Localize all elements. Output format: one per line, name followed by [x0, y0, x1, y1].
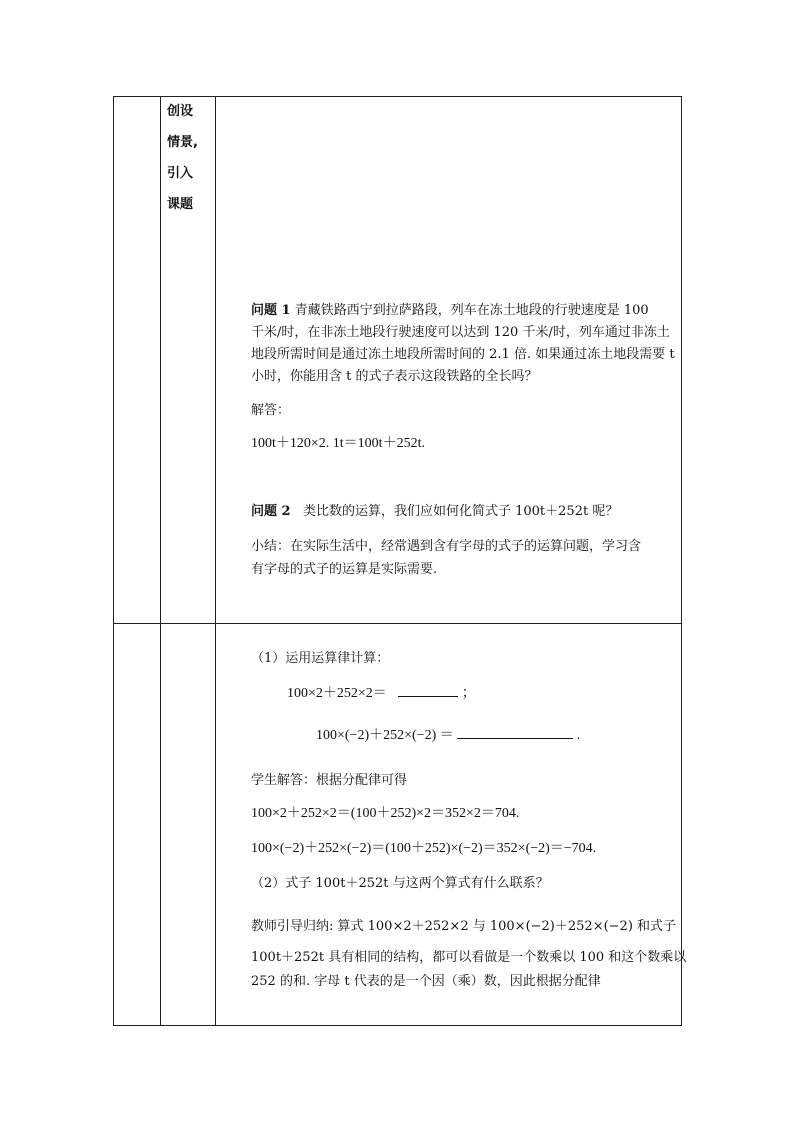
question-1-title: 问题 1: [251, 303, 291, 318]
calc-1-end: ；: [461, 686, 476, 701]
answer-blank-1[interactable]: [398, 684, 458, 697]
question-2: [251, 503, 618, 520]
question-1-line-3: 地段所需时间是通过冻土地段所需时间的 2.1 倍. 如果通过冻土地段需要 t: [251, 347, 675, 362]
question-1-line-4: 小时，你能用含 t 的式子表示这段铁路的全长吗？: [251, 369, 538, 384]
calc-2-end: .: [576, 728, 581, 743]
equation-2: 100×(−2)＋252×(−2)＝(100＋252)×(−2)＝352×(−2)＝−704.: [251, 841, 597, 856]
section-label-line: 情景,: [167, 135, 198, 150]
table-row-divider: [113, 623, 682, 624]
answer-formula: 100t＋120×2. 1t＝100t＋252t.: [251, 436, 425, 451]
question-2-text: 类比数的运算，我们应如何化简式子 100t＋252t 呢？: [302, 504, 619, 519]
teacher-summary-line-1: 教师引导归纳: 算式 100×2＋252×2 与 100×(−2)＋252×(−2) 和式子: [251, 919, 677, 934]
section-label-line: 创设: [167, 104, 194, 119]
table-left-border: [113, 96, 114, 1026]
table-col-divider-1: [160, 96, 161, 1026]
answer-blank-2[interactable]: [457, 726, 573, 739]
question-2-title: 问题 2: [251, 504, 291, 519]
table-col-divider-2: [215, 96, 216, 1026]
equation-1: 100×2＋252×2＝(100＋252)×2＝352×2＝704.: [251, 806, 520, 821]
question-1-line-1: [251, 302, 649, 319]
calc-1-expr: 100×2＋252×2＝: [287, 686, 387, 701]
section-label-line: 课题: [167, 197, 194, 212]
section-label-line: 引入: [167, 166, 194, 181]
part-2-question: （2）式子 100t＋252t 与这两个算式有什么联系？: [251, 876, 549, 891]
summary-line-1: 小结：在实际生活中，经常遇到含有字母的式子的运算问题，学习含: [251, 539, 642, 554]
part-1-label: （1）运用运算律计算：: [251, 651, 390, 666]
teacher-summary-line-2: 100t＋252t 具有相同的结构，都可以看做是一个数乘以 100 和这个数乘以: [251, 950, 687, 965]
table-right-border: [681, 96, 682, 1026]
section-label: [167, 96, 211, 220]
question-1-text-1: 青藏铁路西宁到拉萨路段，列车在冻土地段的行驶速度是 100: [294, 303, 649, 318]
calc-2-expr: 100×(−2)＋252×(−2) ＝: [316, 728, 454, 743]
calc-line-1: [287, 684, 476, 702]
summary-line-2: 有字母的式子的运算是实际需要.: [251, 562, 438, 577]
table-bottom-border: [113, 1025, 682, 1026]
student-answer-label: 学生解答：根据分配律可得: [251, 773, 408, 788]
calc-line-2: [316, 726, 580, 744]
answer-label: 解答：: [251, 403, 291, 418]
teacher-summary-line-3: 252 的和. 字母 t 代表的是一个因（乘）数，因此根据分配律: [251, 974, 601, 989]
question-1-line-2: 千米/时，在非冻土地段行驶速度可以达到 120 千米/时，列车通过非冻土: [251, 325, 670, 340]
